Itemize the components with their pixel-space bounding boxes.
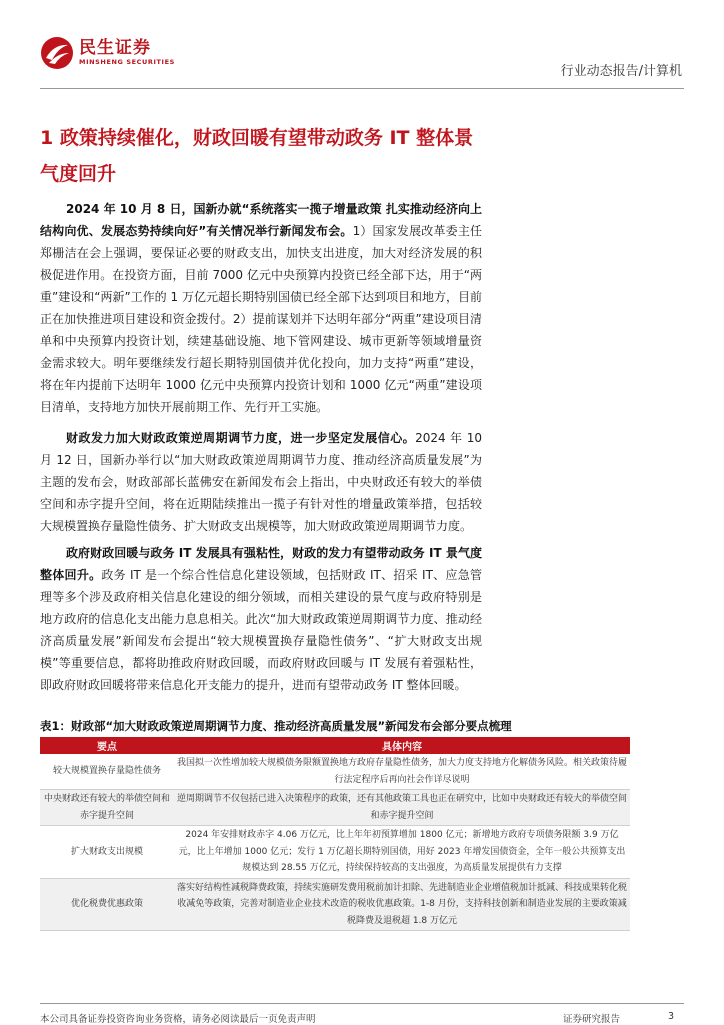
page-number: 3 <box>668 1011 675 1022</box>
logo-chinese-name: 民生证券 <box>79 38 151 58</box>
table-cell-content: 我国拟一次性增加较大规模债务限额置换地方政府存量隐性债务，加大力度支持地方化解债务风险。相关政策待履行法定程序后再向社会作详尽说明 <box>177 758 628 785</box>
page-header <box>40 36 684 86</box>
table-cell-key: 较大规模置换存量隐性债务 <box>52 766 161 777</box>
report-type-label: 行业动态报告/计算机 <box>560 64 682 79</box>
table-row <box>40 754 630 790</box>
header-divider <box>40 88 684 89</box>
table-row <box>40 878 630 931</box>
table-cell-key: 优化税费优惠政策 <box>40 878 174 931</box>
table-header-key: 要点 <box>40 737 174 754</box>
table-cell-content: 2024 年安排财政赤字 4.06 万亿元，比上年年初预算增加 1800 亿元；新增地方政府专项债务限额 3.9 万亿元，比上年增加 1000 亿元；发行 1 万亿超长期特别国债，用好 2023 年增发国债资金，全年一般公共预算支出规模达到 28.55 万亿元，持续保持较高的支出强度，为高质量发展提供有力支撑 <box>178 830 626 873</box>
paragraph-3 <box>40 542 482 696</box>
table-cell-content: 逆周期调节不仅包括已进入决策程序的政策，还有其他政策工具也正在研究中，比如中央财政还有较大的举债空间和赤字提升空间 <box>174 790 630 826</box>
minsheng-logo-icon <box>40 36 74 70</box>
logo-english-name: MINSHENG SECURITIES <box>79 58 175 66</box>
paragraph-2 <box>40 427 482 537</box>
paragraph-3-body: 政务 IT 是一个综合性信息化建设领域，包括财政 IT、招采 IT、应急管理等多个涉及政府相关信息化建设的细分领域，而相关建设的景气度与政府特别是地方政府的信息化支出能力息息相关。此次“加大财政政策逆周期调节力度、推动经济高质量发展”新闻发布会提出“较大规模置换存量隐性债务”、“扩大财政支出规模”等重要信息，都将助推政府财政回暖，而政府财政回暖与 IT 发展有着强粘性，即政府财政回暖将带来信息化开支能力的提升，进而有望带动政务 IT 整体回暖。 <box>40 568 482 692</box>
footer-divider <box>40 1003 684 1004</box>
table-cell-content: 落实好结构性减税降费政策，持续实施研发费用税前加计扣除、先进制造业企业增值税加计抵减、科技成果转化税收减免等政策，完善对制造业企业技术改造的税收优惠政策。1-8 月份，支持科技创新和制造业发展的主要政策减税降费及退税超 1.8 万亿元 <box>174 878 630 931</box>
table-cell-key: 扩大财政支出规模 <box>70 846 143 857</box>
table-row <box>40 826 630 879</box>
footer-disclaimer: 本公司具备证券投资咨询业务资格，请务必阅读最后一页免责声明 <box>40 1014 316 1025</box>
table-header-content: 具体内容 <box>174 737 630 754</box>
table-cell-key: 中央财政还有较大的举债空间和赤字提升空间 <box>40 790 174 826</box>
table-row <box>40 790 630 826</box>
paragraph-3-lead: 政府财政回暖与政务 IT 发展具有强粘性，财政的发力有望带动政务 IT 景气度整体回升。 <box>40 546 482 582</box>
paragraph-2-lead: 财政发力加大财政政策逆周期调节力度，进一步坚定发展信心。 <box>66 431 416 445</box>
paragraph-1-lead: 2024 年 10 月 8 日，国新办就“系统落实一揽子增量政策 扎实推动经济向上结构向优、发展态势持续向好”有关情况举行新闻发布会。 <box>40 202 482 238</box>
table-title: 表1：财政部“加大财政政策逆周期调节力度、推动经济高质量发展”新闻发布会部分要点梳理 <box>40 719 512 733</box>
paragraph-1 <box>40 198 482 418</box>
section-title: 1 政策持续催化，财政回暖有望带动政务 IT 整体景气度回升 <box>40 127 474 185</box>
company-logo <box>40 36 175 70</box>
footer-doc-type: 证券研究报告 <box>563 1014 621 1025</box>
paragraph-2-body: 2024 年 10 月 12 日，国新办举行以“加大财政政策逆周期调节力度、推动经济高质量发展”为主题的发布会，财政部部长蓝佛安在新闻发布会上指出，中央财政还有较大的举债空间和赤字提升空间，将在近期陆续推出一揽子有针对性的增量政策举措，包括较大规模置换存量隐性债务、扩大财政支出规模等，加大财政政策逆周期调节力度。 <box>40 431 482 533</box>
table-header-row <box>40 737 630 754</box>
paragraph-1-body: 1）国家发展改革委主任郑栅洁在会上强调，要保证必要的财政支出，加快支出进度，加大对经济发展的积极促进作用。在投资方面，目前 7000 亿元中央预算内投资已经全部下达，用于“两重”建设和“两新”工作的 1 万亿元超长期特别国债已经全部下达到项目和地方，目前正在加快推进项目建设和资金拨付。2）提前谋划并下达明年部分“两重”建设项目清单和中央预算内投资计划，续建基础设施、地下管网建设、城市更新等领域增量资金需求较大。明年要继续发行超长期特别国债并优化投向，加力支持“两重”建设，将在年内提前下达明年 1000 亿元中央预算内投资计划和 1000 亿元“两重”建设项目清单，支持地方加快开展前期工作、先行开工实施。 <box>40 224 482 414</box>
policy-points-table <box>40 737 630 931</box>
